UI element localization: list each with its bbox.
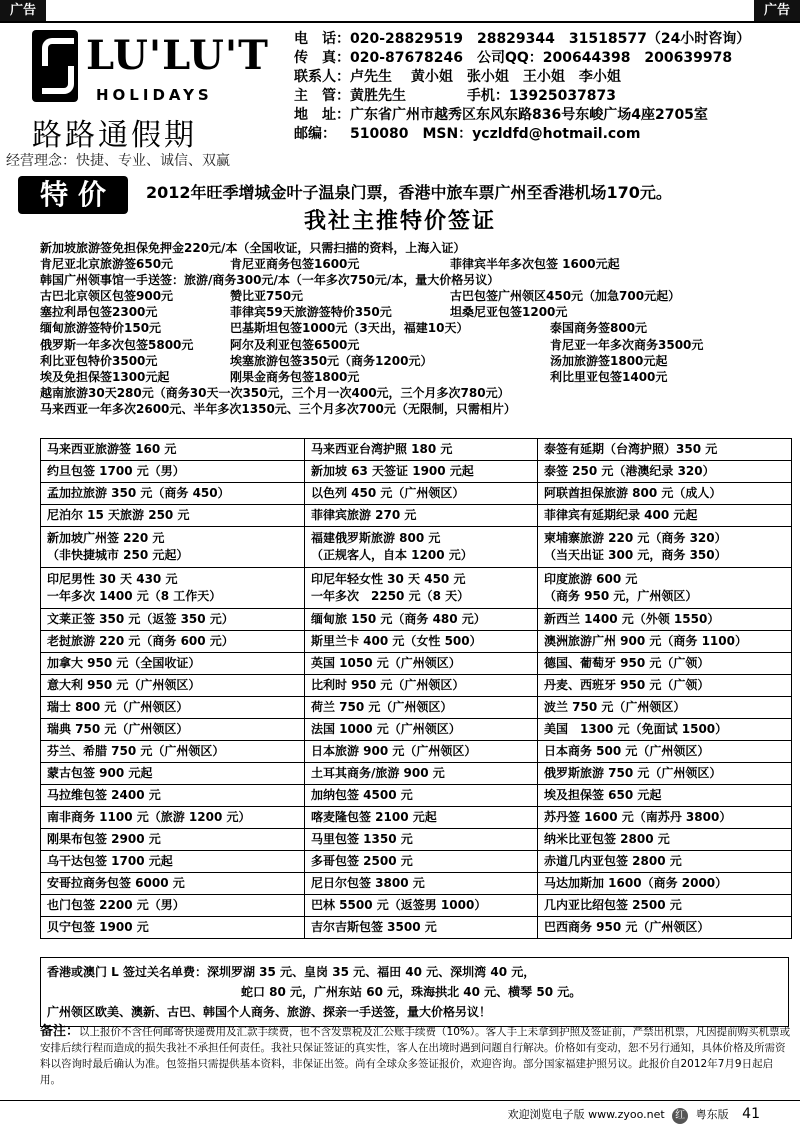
cell-text: 丹麦、西班牙 950 元（广领） <box>544 678 710 692</box>
table-cell <box>41 719 305 741</box>
cell-text: 老挝旅游 220 元（商务 600 元） <box>47 634 234 648</box>
table-row <box>41 461 792 483</box>
table-row <box>41 505 792 527</box>
table-cell <box>41 697 305 719</box>
cell-text: 阿联酋担保旅游 800 元（成人） <box>544 486 722 500</box>
cell-text: 孟加拉旅游 350 元（商务 450） <box>47 486 230 500</box>
top-rule <box>0 21 800 23</box>
table-cell <box>41 609 305 631</box>
table-cell <box>41 631 305 653</box>
cell-text: 安哥拉商务包签 6000 元 <box>47 876 185 890</box>
table-cell <box>41 675 305 697</box>
table-cell <box>305 917 538 939</box>
table-cell <box>41 505 305 527</box>
cell-text: 斯里兰卡 400 元（女性 500） <box>311 634 482 648</box>
table-row <box>41 675 792 697</box>
table-cell <box>538 851 792 873</box>
cell-text: 喀麦隆包签 2100 元起 <box>311 810 437 824</box>
table-row <box>41 527 792 568</box>
cell-text: （正规客人，自本 1200 元） <box>311 548 473 562</box>
cell-text: 几内亚比绍包签 2500 元 <box>544 898 682 912</box>
table-cell <box>305 807 538 829</box>
cell-text: 马拉维包签 2400 元 <box>47 788 161 802</box>
table-row <box>41 763 792 785</box>
table-cell <box>305 895 538 917</box>
cell-text: 巴西商务 950 元（广州领区） <box>544 920 710 934</box>
cell-text: 多哥包签 2500 元 <box>311 854 413 868</box>
table-cell <box>41 917 305 939</box>
visa-item: 古巴北京领区包签900元 <box>40 289 174 304</box>
cell-text: 意大利 950 元（广州领区） <box>47 678 201 692</box>
contact-value: 卢先生 黄小姐 张小姐 王小姐 李小姐 <box>350 69 621 85</box>
table-cell <box>538 609 792 631</box>
cell-text: 加纳包签 4500 元 <box>311 788 413 802</box>
cell-text: 土耳其商务/旅游 900 元 <box>311 766 445 780</box>
visa-line <box>40 353 790 369</box>
cell-text: 芬兰、希腊 750 元（广州领区） <box>47 744 225 758</box>
visa-line <box>40 256 790 272</box>
hk-macau-fee-box <box>40 957 789 1027</box>
table-cell <box>305 851 538 873</box>
table-cell <box>538 483 792 505</box>
cell-text: 马来西亚台湾护照 180 元 <box>311 442 453 456</box>
table-cell <box>41 873 305 895</box>
visa-item: 赞比亚750元 <box>230 289 304 304</box>
cell-text: 一年多次 2250 元（8 天） <box>311 589 470 603</box>
cell-text: 比利时 950 元（广州领区） <box>311 678 465 692</box>
page-number: 41 <box>742 1106 760 1122</box>
cell-text: 刚果布包签 2900 元 <box>47 832 161 846</box>
bottom-rule <box>0 1100 800 1101</box>
table-cell <box>41 829 305 851</box>
cell-text: 日本商务 500 元（广州领区） <box>544 744 710 758</box>
visa-item: 汤加旅游签1800元起 <box>550 353 668 368</box>
footer-website[interactable]: 欢迎浏览电子版 www.zyoo.net <box>507 1108 665 1121</box>
table-cell <box>305 609 538 631</box>
page-footer <box>508 1106 760 1124</box>
table-cell <box>305 873 538 895</box>
contact-label: 联系人： <box>294 69 350 85</box>
table-cell <box>538 741 792 763</box>
table-cell <box>41 653 305 675</box>
visa-item: 新加坡旅游签免担保免押金220元/本（全国收证，只需扫描的资料，上海入证） <box>40 241 466 255</box>
visa-line <box>40 304 790 320</box>
visa-item: 坦桑尼亚包签1200元 <box>450 305 568 320</box>
hk-fee-line-3: 广州领区欧美、澳新、古巴、韩国个人商务、旅游、探亲一手送签，量大价格另议！ <box>47 1005 492 1019</box>
table-row <box>41 829 792 851</box>
cell-text: 印尼男性 30 天 430 元 <box>47 572 178 586</box>
cell-text: 日本旅游 900 元（广州领区） <box>311 744 477 758</box>
table-cell <box>538 873 792 895</box>
contact-value: 510080 MSN：yczldfd@hotmail.com <box>350 126 641 142</box>
cell-text: 吉尔吉斯包签 3500 元 <box>311 920 437 934</box>
visa-item: 刚果金商务包签1800元 <box>230 369 360 384</box>
table-cell <box>41 527 305 568</box>
company-logo <box>32 30 272 160</box>
visa-line <box>40 369 790 385</box>
visa-item: 古巴包签广州领区450元（加急700元起） <box>450 289 681 304</box>
table-cell <box>41 439 305 461</box>
cell-text: 菲律宾旅游 270 元 <box>311 508 417 522</box>
cell-text: 巴林 5500 元（返签男 1000） <box>311 898 487 912</box>
main-title: 我社主推特价签证 <box>303 209 496 234</box>
footer-edition: 粤东版 <box>695 1108 729 1121</box>
special-price-badge: 特 价 <box>18 176 128 214</box>
table-row <box>41 895 792 917</box>
cell-text: 荷兰 750 元（广州领区） <box>311 700 453 714</box>
cell-text: 南非商务 1100 元（旅游 1200 元） <box>47 810 251 824</box>
visa-item: 菲律宾半年多次包签 1600元起 <box>450 257 620 272</box>
ad-label-left: 广告 <box>0 0 46 22</box>
visa-item: 肯尼亚北京旅游签650元 <box>40 257 174 272</box>
cell-text: 波兰 750 元（广州领区） <box>544 700 686 714</box>
logo-s-mark-icon <box>32 30 78 102</box>
visa-item: 阿尔及利亚包签6500元 <box>230 337 360 352</box>
contact-info <box>294 30 794 144</box>
table-row <box>41 631 792 653</box>
table-cell <box>538 568 792 609</box>
contact-label: 主 管： <box>294 88 350 104</box>
cell-text: 马达加斯加 1600（商务 2000） <box>544 876 728 890</box>
table-cell <box>41 763 305 785</box>
table-row <box>41 851 792 873</box>
table-cell <box>538 653 792 675</box>
cell-text: 德国、葡萄牙 950 元（广领） <box>544 656 710 670</box>
visa-line <box>40 320 790 336</box>
cell-text: 美国 1300 元（免面试 1500） <box>544 722 728 736</box>
contact-row <box>294 68 794 86</box>
logo-name-cn: 路路通假期 <box>32 118 197 153</box>
cell-text: 马里包签 1350 元 <box>311 832 413 846</box>
table-cell <box>41 807 305 829</box>
visa-item: 埃塞旅游包签350元（商务1200元） <box>230 353 433 368</box>
table-cell <box>305 719 538 741</box>
table-row <box>41 697 792 719</box>
table-cell <box>538 461 792 483</box>
table-cell <box>538 505 792 527</box>
table-row <box>41 568 792 609</box>
cell-text: 埃及担保签 650 元起 <box>544 788 662 802</box>
notes <box>40 1024 792 1088</box>
table-cell <box>538 697 792 719</box>
table-cell <box>41 785 305 807</box>
cell-text: （商务 950 元，广州领区） <box>544 589 698 603</box>
contact-row <box>294 49 794 67</box>
table-cell <box>41 741 305 763</box>
hk-fee-line-1: 香港或澳门 L 签过关名单费：深圳罗湖 35 元、皇岗 35 元、福田 40 元、深圳湾 40 元， <box>47 965 536 979</box>
visa-line <box>40 385 790 401</box>
table-cell <box>538 785 792 807</box>
table-cell <box>305 439 538 461</box>
cell-text: 缅甸旅 150 元（商务 480 元） <box>311 612 486 626</box>
contact-row <box>294 87 794 105</box>
visa-item: 肯尼亚商务包签1600元 <box>230 257 360 272</box>
visa-item: 肯尼亚一年多次商务3500元 <box>550 337 704 352</box>
table-cell <box>305 505 538 527</box>
visa-line <box>40 288 790 304</box>
cell-text: （当天出证 300 元，商务 350） <box>544 548 727 562</box>
cell-text: 贝宁包签 1900 元 <box>47 920 149 934</box>
table-cell <box>305 675 538 697</box>
cell-text: 菲律宾有延期纪录 400 元起 <box>544 508 698 522</box>
cell-text: 蒙古包签 900 元起 <box>47 766 153 780</box>
cell-text: 马来西亚旅游签 160 元 <box>47 442 177 456</box>
visa-item: 塞拉利昂包签2300元 <box>40 305 158 320</box>
table-cell <box>538 719 792 741</box>
cell-text: 印度旅游 600 元 <box>544 572 638 586</box>
table-cell <box>41 851 305 873</box>
cell-text: 柬埔寨旅游 220 元（商务 320） <box>544 531 727 545</box>
visa-price-table <box>40 438 792 939</box>
table-cell <box>305 829 538 851</box>
contact-value: 黄胜先生 手机：13925037873 <box>350 88 617 104</box>
cell-text: 赤道几内亚包签 2800 元 <box>544 854 682 868</box>
logo-name-en: LU'LU'T <box>86 32 269 79</box>
hk-fee-line-2: 蛇口 80 元，广州东站 60 元，珠海拱北 40 元、横琴 50 元。 <box>241 985 582 999</box>
contact-label: 传 真： <box>294 50 350 66</box>
table-cell <box>538 829 792 851</box>
table-cell <box>538 527 792 568</box>
ad-label-right: 广告 <box>754 0 800 22</box>
table-cell <box>305 785 538 807</box>
visa-item: 韩国广州领事馆一手送签：旅游/商务300元/本（一年多次750元/本，量大价格另议） <box>40 273 500 288</box>
visa-line <box>40 337 790 353</box>
company-motto: 经营理念：快捷、专业、诚信、双赢 <box>6 153 230 169</box>
cell-text: （非快捷城市 250 元起） <box>47 548 189 562</box>
contact-row <box>294 106 794 124</box>
logo-subtitle-en: HOLIDAYS <box>96 86 213 104</box>
visa-item: 利比亚包特价3500元 <box>40 353 158 368</box>
table-cell <box>538 439 792 461</box>
cell-text: 文莱正签 350 元（返签 350 元） <box>47 612 234 626</box>
cell-text: 印尼年轻女性 30 天 450 元 <box>311 572 466 586</box>
table-cell <box>305 763 538 785</box>
table-cell <box>305 741 538 763</box>
table-cell <box>538 807 792 829</box>
contact-label: 电 话： <box>294 31 350 47</box>
table-row <box>41 483 792 505</box>
cell-text: 俄罗斯旅游 750 元（广州领区） <box>544 766 722 780</box>
footer-badge-icon: 红 <box>672 1108 688 1124</box>
cell-text: 一年多次 1400 元（8 工作天） <box>47 589 222 603</box>
contact-row <box>294 125 794 143</box>
cell-text: 瑞士 800 元（广州领区） <box>47 700 189 714</box>
table-cell <box>305 631 538 653</box>
table-cell <box>538 675 792 697</box>
table-cell <box>305 461 538 483</box>
cell-text: 约旦包签 1700 元（男） <box>47 464 185 478</box>
visa-item: 埃及免担保签1300元起 <box>40 369 170 384</box>
table-cell <box>41 568 305 609</box>
cell-text: 纳米比亚包签 2800 元 <box>544 832 670 846</box>
cell-text: 新加坡 63 天签证 1900 元起 <box>311 464 474 478</box>
cell-text: 苏丹签 1600 元（南苏丹 3800） <box>544 810 732 824</box>
table-cell <box>305 697 538 719</box>
table-cell <box>538 763 792 785</box>
table-cell <box>305 483 538 505</box>
contact-value: 020-87678246 公司QQ：200644398 200639978 <box>350 50 733 66</box>
cell-text: 泰签有延期（台湾护照）350 元 <box>544 442 718 456</box>
cell-text: 以色列 450 元（广州领区） <box>311 486 465 500</box>
cell-text: 法国 1000 元（广州领区） <box>311 722 461 736</box>
visa-line <box>40 240 790 256</box>
cell-text: 英国 1050 元（广州领区） <box>311 656 461 670</box>
visa-item: 泰国商务签800元 <box>550 321 648 336</box>
visa-item: 越南旅游30天280元（商务30天一次350元，三个月一次400元，三个月多次780元） <box>40 385 510 400</box>
table-row <box>41 609 792 631</box>
cell-text: 尼日尔包签 3800 元 <box>311 876 425 890</box>
table-cell <box>41 461 305 483</box>
contact-row <box>294 30 794 48</box>
contact-value: 020-28829519 28829344 31518577（24小时咨询） <box>350 31 751 47</box>
cell-text: 福建俄罗斯旅游 800 元 <box>311 531 441 545</box>
cell-text: 澳洲旅游广州 900 元（商务 1100） <box>544 634 747 648</box>
table-row <box>41 719 792 741</box>
cell-text: 新西兰 1400 元（外领 1550） <box>544 612 720 626</box>
visa-item: 俄罗斯一年多次包签5800元 <box>40 337 194 352</box>
table-row <box>41 873 792 895</box>
table-cell <box>305 568 538 609</box>
table-row <box>41 917 792 939</box>
cell-text: 乌干达包签 1700 元起 <box>47 854 173 868</box>
table-row <box>41 785 792 807</box>
visa-line <box>40 401 790 417</box>
cell-text: 新加坡广州签 220 元 <box>47 531 165 545</box>
table-row <box>41 439 792 461</box>
contact-label: 邮编： <box>294 126 336 142</box>
table-cell <box>538 631 792 653</box>
notes-text: 以上报价不含任何邮寄快递费用及汇款手续费，也不含发票税及汇公账手续费（10%）。客人手上未拿到护照及签证前，严禁出机票，凡因提前购买机票或安排后续行程而造成的损失我社不承担任何责任。我社只保证签证的真实性，客人在出境时遇到问题自行解决。价格如有变动，恕不另行通知，具体价格及所需资料以咨询时最后确认为准。包签指只需提供基本资料，非保证出签。尚有全球众多签证报价，欢迎咨询。部分国家福建护照另议。此报价自2012年7月9日起启用。 <box>40 1026 791 1086</box>
cell-text: 尼泊尔 15 天旅游 250 元 <box>47 508 190 522</box>
table-cell <box>538 895 792 917</box>
visa-item: 马来西亚一年多次2600元、半年多次1350元、三个月多次700元（无限制，只需相片） <box>40 401 516 416</box>
special-price-text: 2012年旺季增城金叶子温泉门票，香港中旅车票广州至香港机场170元。 <box>146 183 672 202</box>
table-cell <box>41 483 305 505</box>
contact-label: 地 址： <box>294 107 350 123</box>
visa-line <box>40 272 790 288</box>
cell-text: 加拿大 950 元（全国收证） <box>47 656 201 670</box>
cell-text: 也门包签 2200 元（男） <box>47 898 185 912</box>
featured-visa-list <box>40 240 790 417</box>
visa-item: 利比里亚包签1400元 <box>550 369 668 384</box>
table-cell <box>538 917 792 939</box>
table-cell <box>41 895 305 917</box>
cell-text: 泰签 250 元（港澳纪录 320） <box>544 464 715 478</box>
cell-text: 瑞典 750 元（广州领区） <box>47 722 189 736</box>
visa-item: 缅甸旅游签特价150元 <box>40 321 162 336</box>
table-cell <box>305 653 538 675</box>
visa-item: 巴基斯坦包签1000元（3天出，福建10天） <box>230 321 469 336</box>
contact-value: 广东省广州市越秀区东风东路836号东峻广场4座2705室 <box>350 107 708 123</box>
table-row <box>41 807 792 829</box>
notes-label: 备注： <box>40 1024 80 1039</box>
table-cell <box>305 527 538 568</box>
table-row <box>41 741 792 763</box>
visa-item: 菲律宾59天旅游签特价350元 <box>230 305 392 320</box>
table-row <box>41 653 792 675</box>
